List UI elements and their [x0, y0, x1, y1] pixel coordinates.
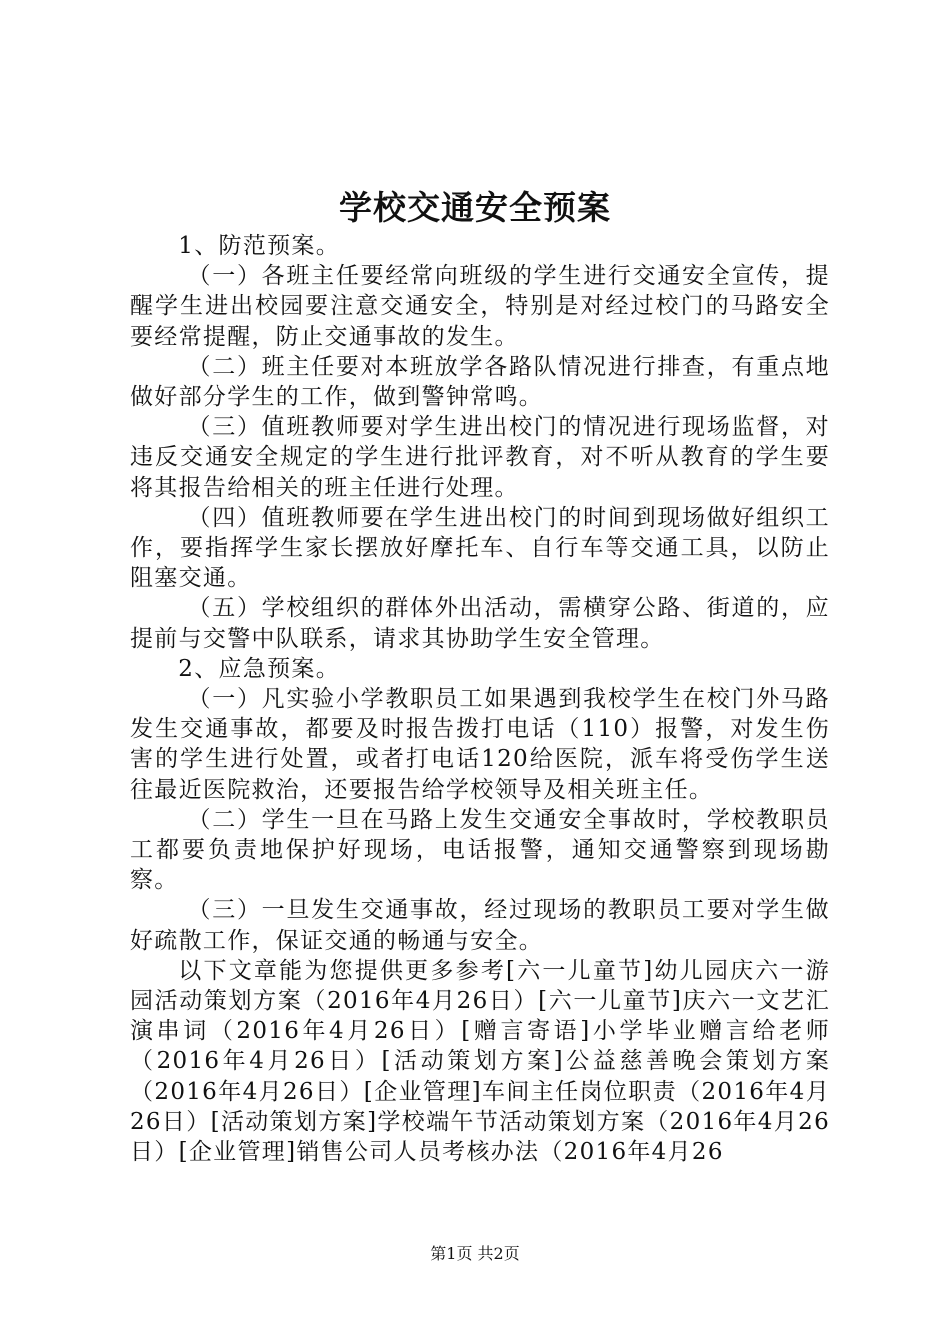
- paragraph: （一）各班主任要经常向班级的学生进行交通安全宣传，提醒学生进出校园要注意交通安全，特别是对经过校门的马路安全要经常提醒，防止交通事故的发生。: [130, 263, 830, 350]
- related-articles-paragraph: 以下文章能为您提供更多参考[六一儿童节]幼儿园庆六一游园活动策划方案（2016年4月26日）[六一儿童节]庆六一文艺汇演串词（2016年4月26日）[赠言寄语]小学毕业赠言给老师（2016年4月26日）[活动策划方案]公益慈善晚会策划方案（2016年4月26日）[企业管理]车间主任岗位职责（2016年4月26日）[活动策划方案]学校端午节活动策划方案（2016年4月26日）[企业管理]销售公司人员考核办法（2016年4月26: [130, 957, 830, 1166]
- document-title: 学校交通安全预案: [339, 188, 611, 227]
- section-heading-emergency: 2、应急预案。: [178, 655, 341, 682]
- page-number-footer: 第1页 共2页: [430, 1244, 520, 1263]
- paragraph: （三）值班教师要对学生进出校门的情况进行现场监督，对违反交通安全规定的学生进行批评教育，对不听从教育的学生要将其报告给相关的班主任进行处理。: [130, 414, 830, 501]
- paragraph: （五）学校组织的群体外出活动，需横穿公路、街道的，应提前与交警中队联系，请求其协助学生安全管理。: [130, 595, 830, 652]
- paragraph: （三）一旦发生交通事故，经过现场的教职员工要对学生做好疏散工作，保证交通的畅通与安全。: [130, 897, 830, 954]
- paragraph: （二）学生一旦在马路上发生交通安全事故时，学校教职员工都要负责地保护好现场，电话报警，通知交通警察到现场勘察。: [130, 806, 830, 894]
- paragraph: （二）班主任要对本班放学各路队情况进行排查，有重点地做好部分学生的工作，做到警钟常鸣。: [130, 353, 830, 411]
- paragraph: （四）值班教师要在学生进出校门的时间到现场做好组织工作，要指挥学生家长摆放好摩托车、自行车等交通工具，以防止阻塞交通。: [130, 504, 830, 592]
- paragraph: （一）凡实验小学教职员工如果遇到我校学生在校门外马路发生交通事故，都要及时报告拨打电话（110）报警，对发生伤害的学生进行处置，或者打电话120给医院，派车将受伤学生送往最近医院救治，还要报告给学校领导及相关班主任。: [130, 686, 830, 803]
- section-heading-prevention: 1、防范预案。: [178, 233, 341, 259]
- document-body: [130, 231, 830, 1167]
